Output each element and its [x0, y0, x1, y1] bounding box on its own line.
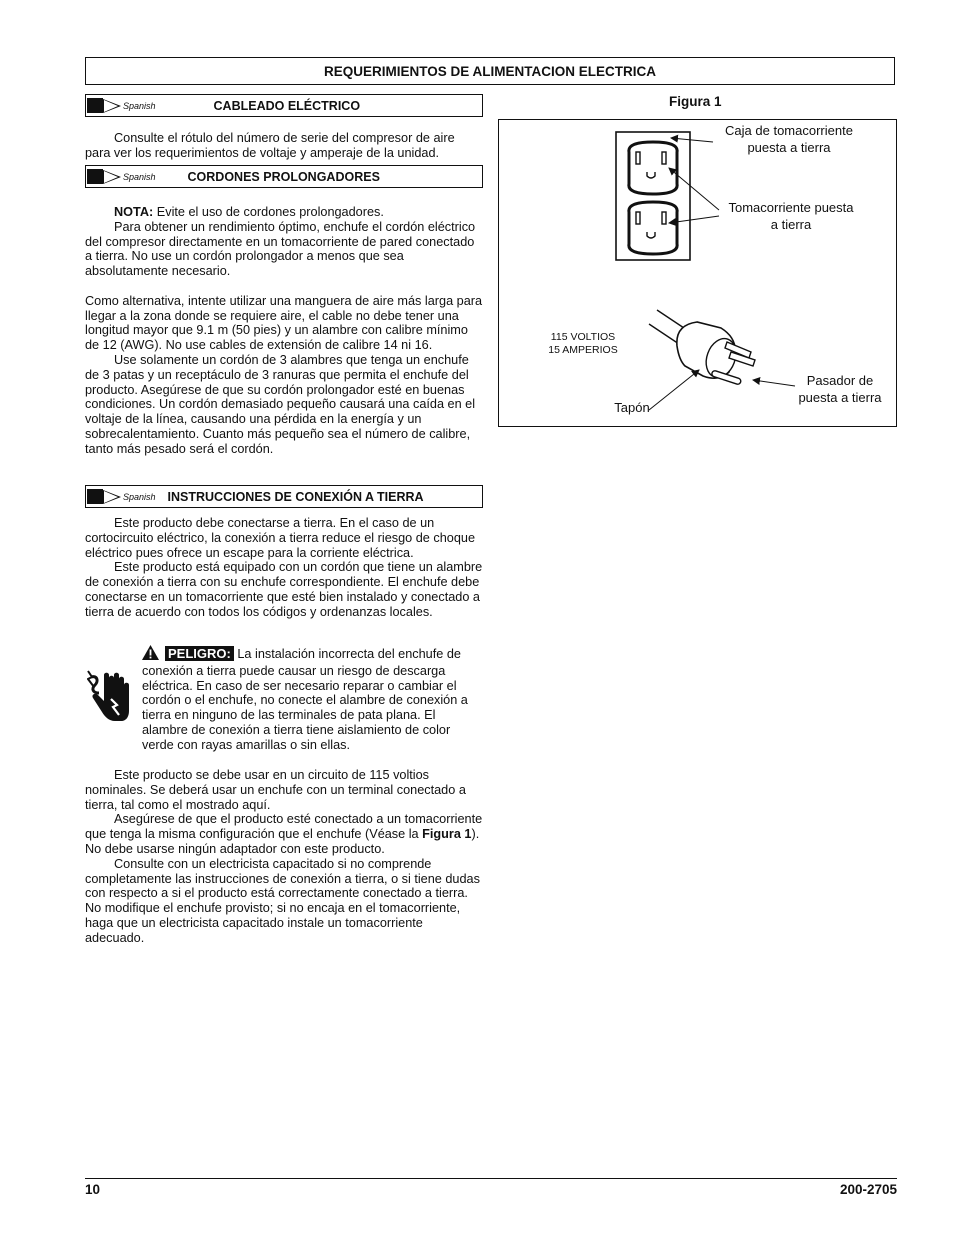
outlet-box-icon [616, 132, 690, 260]
extension-text: NOTA: Evite el uso de cordones prolongadores. Para obtener un rendimiento óptimo, enchufe el cordón eléctrico del compresor directamente en un tomacorriente de pared conectado a tierra. No use un cordón prolongador a menos que sea absolutamente necesario. Como alternativa, intente utilizar una manguera de aire más larga para llegar a la zona donde se requiere aire, el cable no debe tener una longitud mayor que 9.1 m (50 pies) y un alambre con calibre mínimo de 12 (AWG). No use cables de extensión de calibre 14 ni 16. Use solamente un cordón de 3 alambres que tenga un enchufe de 3 patas y un receptáculo de 3 ranuras que permita el enchufe del producto. Asegúrese de que su cordón prolongador esté en buenas condiciones. Un cordón demasiado pequeño causará una caída en el voltaje de la línea, causando una pérdida en la energía y un sobrecalentamiento. Cuanto más pequeño sea el número de calibre, tanto más pesado será el cordón. [85, 205, 483, 456]
page-number: 10 [85, 1182, 101, 1197]
section-header-extension [85, 165, 483, 188]
language-flag-icon: Spanish [86, 486, 156, 507]
section-header-main [85, 57, 895, 85]
section-header-grounding [85, 485, 483, 508]
plug-icon [649, 310, 755, 385]
wiring-text: Consulte el rótulo del número de serie del compresor de aire para ver los requerimientos de voltaje y amperaje de la unidad. [85, 131, 455, 160]
section-title: CABLEADO ELÉCTRICO [213, 98, 361, 113]
section-title: INSTRUCCIONES DE CONEXIÓN A TIERRA [167, 489, 424, 504]
section-title: CORDONES PROLONGADORES [187, 169, 380, 184]
grounding-text-1: Este producto debe conectarse a tierra. En el caso de un cortocircuito eléctrico, la conexión a tierra reduce el riesgo de choque eléctrico pues ofrece un escape para la corriente eléctrica. Este producto está equipado con un cordón que tiene un alambre de conexión a tierra con su enchufe correspondiente. El enchufe debe conectarse en un tomacorriente que esté bien instalado y conectado a tierra de acuerdo con todos los códigos y ordenanzas locales. [85, 516, 483, 619]
warning-triangle-icon [142, 645, 159, 664]
danger-warning [142, 645, 482, 753]
figure-box [498, 119, 897, 427]
label-outlet-box: Caja de tomacorriente puesta a tierra [725, 123, 853, 155]
language-flag-icon: Spanish [86, 166, 156, 187]
label-plug: Tapón [614, 400, 650, 415]
label-outlet: Tomacorriente puesta a tierra [728, 200, 854, 232]
label-rating: 115 VOLTIOS 15 AMPERIOS [548, 331, 618, 356]
label-ground-pin: Pasador de puesta a tierra [798, 373, 882, 405]
shock-hazard-icon [87, 665, 131, 725]
figure-reference: Figura 1 [422, 827, 472, 842]
grounding-text-2: Este producto se debe usar en un circuito de 115 voltios nominales. Se deberá usar un enchufe con un terminal conectado a tierra, tal como el mostrado aquí. Asegúrese de que el producto esté conectado a un tomacorriente que tenga la misma configuración que el enchufe (Véase la Figura 1). No debe usarse ningún adaptador con este producto. Consulte con un electricista capacitado si no comprende completamente las instrucciones de conexión a tierra, o si tiene dudas con respecto a si el producto está correctamente conectado a tierra. No modifique el enchufe provisto; si no encaja en el tomacorriente, haga que un electricista capacitado instale un tomacorriente adecuado. [85, 768, 483, 945]
document-number: 200-2705 [839, 1182, 897, 1197]
main-title: REQUERIMIENTOS DE ALIMENTACION ELECTRICA [323, 63, 656, 79]
section-header-wiring [85, 94, 483, 117]
footer-divider [85, 1178, 897, 1179]
language-flag-icon: Spanish [86, 95, 156, 116]
danger-text: La instalación incorrecta del enchufe de conexión a tierra puede causar un riesgo de descarga eléctrica. En caso de ser necesario reparar o cambiar el cordón o el enchufe, no conecte el alambre de conexión a tierra en ninguno de las terminales de pata plana. El alambre de conexión a tierra tiene aislamiento de color verde con rayas amarillas o sin ellas. [142, 647, 468, 752]
note-label: NOTA: [114, 205, 154, 219]
figure-title: Figura 1 [669, 94, 722, 109]
danger-badge: PELIGRO: [165, 646, 234, 661]
